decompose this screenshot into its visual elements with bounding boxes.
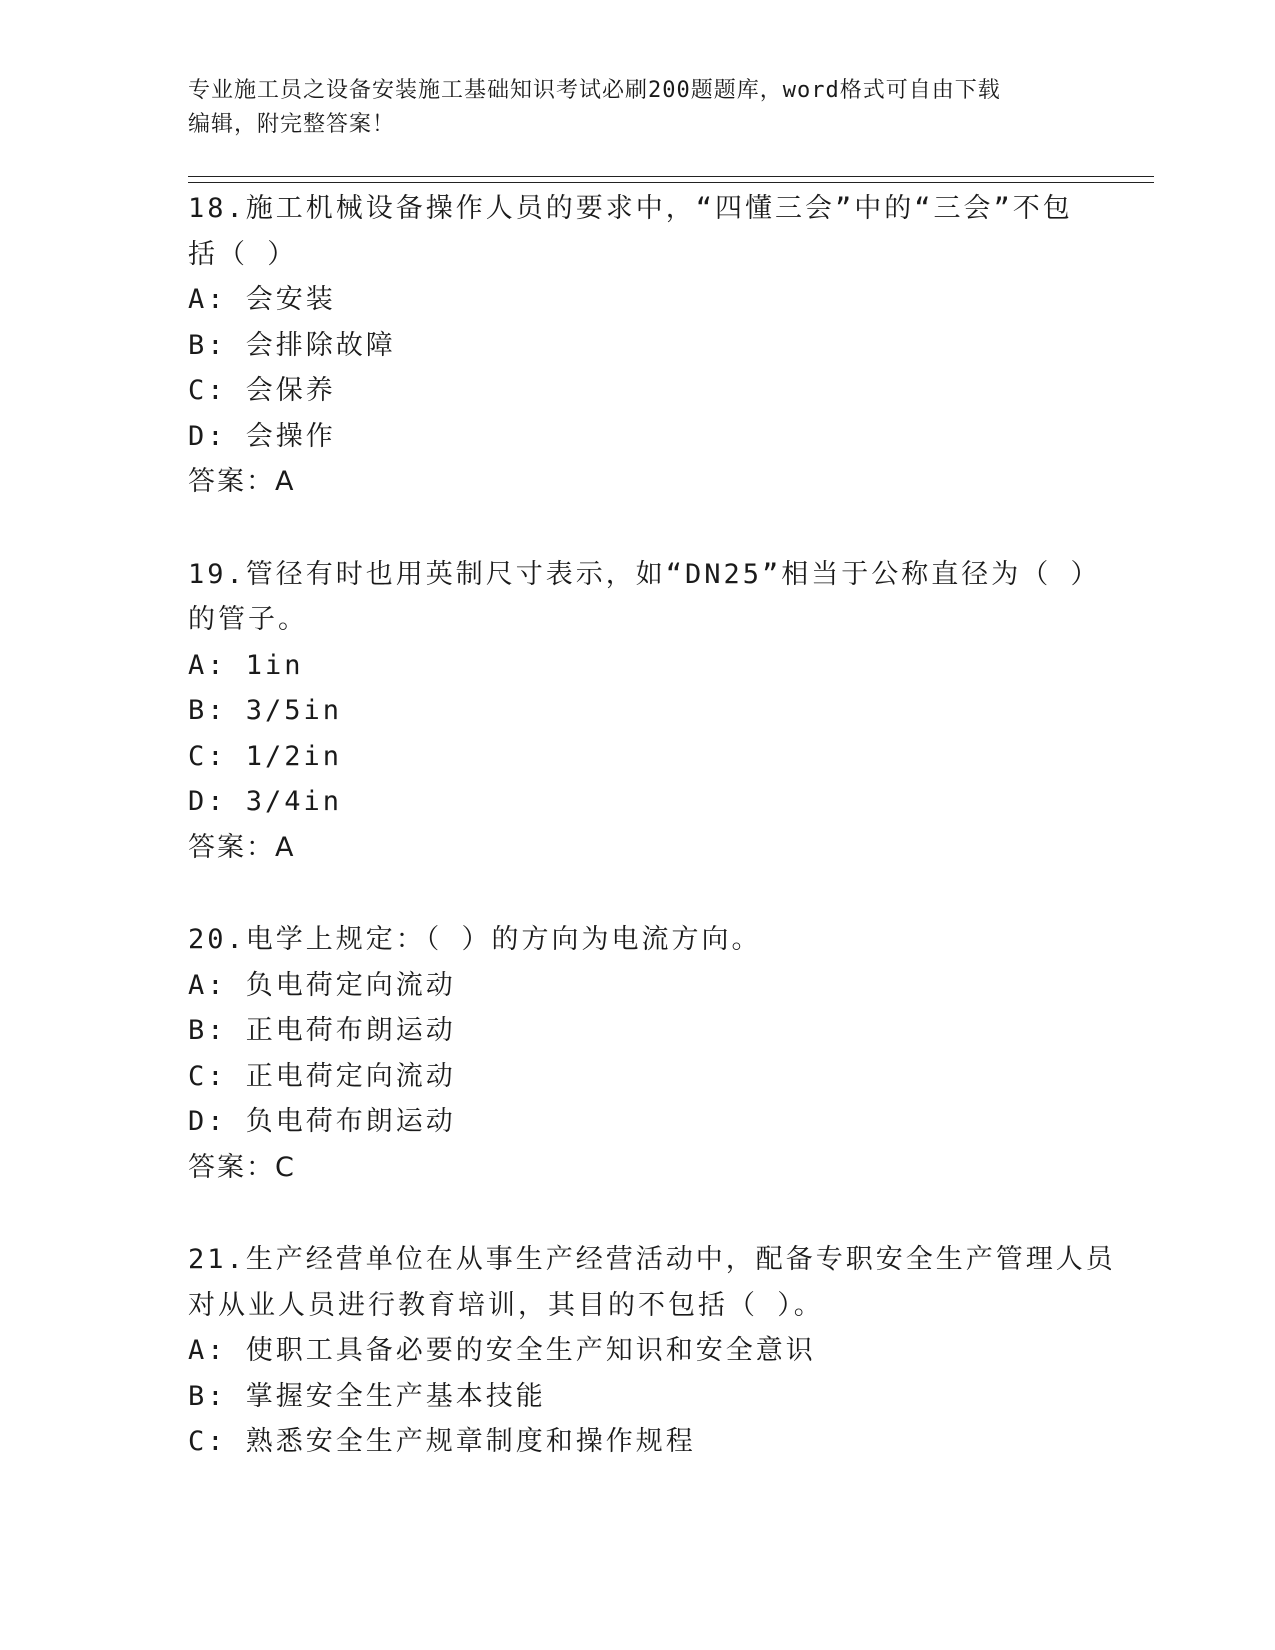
option-d: D: 会操作 [188, 420, 336, 452]
question-stem: 21.生产经营单位在从事生产经营活动中，配备专职安全生产管理人员 [188, 1244, 1116, 1275]
header-line-2: 编辑，附完整答案！ [188, 112, 396, 137]
option-a: A: 负电荷定向流动 [188, 969, 456, 1001]
question-21 [188, 1237, 1116, 1465]
question-stem: 19.管径有时也用英制尺寸表示，如“DN25”相当于公称直径为（ ） [188, 558, 1101, 590]
document-header [188, 74, 1068, 142]
answer: 答案：A [188, 466, 296, 497]
option-d: D: 负电荷布朗运动 [188, 1106, 456, 1137]
question-stem: 20.电学上规定：（ ）的方向为电流方向。 [188, 924, 762, 955]
option-b: B: 3/5in [188, 695, 343, 726]
question-20 [188, 917, 1088, 1190]
option-a: A: 1in [188, 649, 304, 681]
header-divider-top [188, 176, 1154, 177]
option-b: B: 掌握安全生产基本技能 [188, 1380, 546, 1412]
header-line-1: 专业施工员之设备安装施工基础知识考试必刷200题题库，word格式可自由下载 [188, 78, 1001, 103]
question-stem: 对从业人员进行教育培训，其目的不包括（ ）。 [188, 1289, 824, 1321]
option-b: B: 正电荷布朗运动 [188, 1015, 456, 1046]
question-19 [188, 552, 1101, 871]
answer: 答案：C [188, 1151, 296, 1183]
option-c: C: 1/2in [188, 740, 343, 772]
option-d: D: 3/4in [188, 786, 343, 817]
question-stem: 的管子。 [188, 604, 308, 635]
option-a: A: 会安装 [188, 284, 336, 315]
option-a: A: 使职工具备必要的安全生产知识和安全意识 [188, 1335, 816, 1366]
question-stem: 括（ ） [188, 238, 298, 270]
header-divider-bottom [188, 182, 1154, 183]
question-stem: 18.施工机械设备操作人员的要求中，“四懂三会”中的“三会”不包 [188, 193, 1073, 224]
option-b: B: 会排除故障 [188, 329, 396, 361]
question-list [188, 186, 1116, 1512]
answer: 答案：A [188, 831, 296, 863]
question-18 [188, 186, 1088, 505]
option-c: C: 正电荷定向流动 [188, 1060, 456, 1092]
option-c: C: 熟悉安全生产规章制度和操作规程 [188, 1426, 696, 1457]
option-c: C: 会保养 [188, 375, 336, 406]
